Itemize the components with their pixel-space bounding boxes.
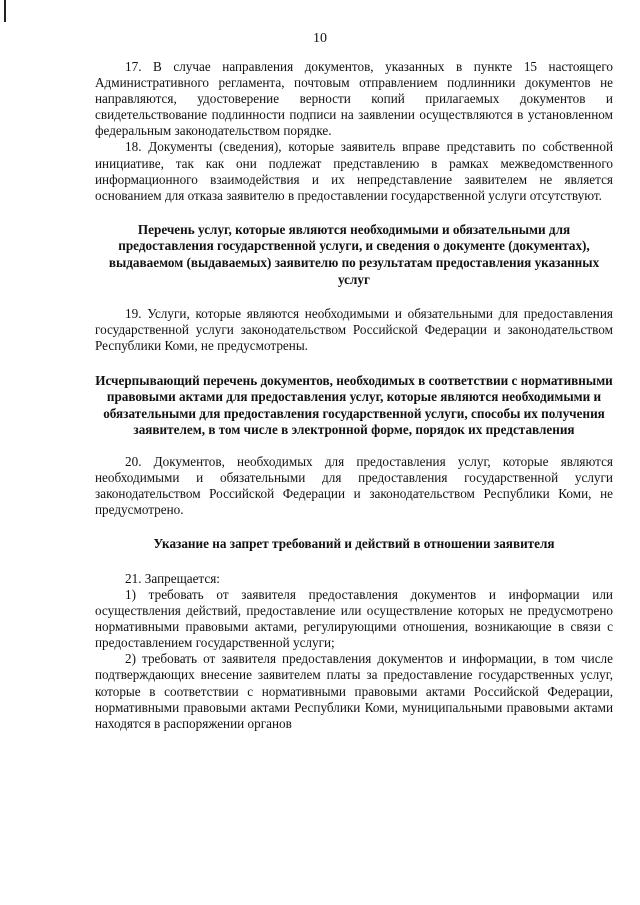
spacer [95,204,613,222]
section-heading-documents-list: Исчерпывающий перечень документов, необходимых в соответствии с нормативными правовыми актами для предоставления услуг, которые являются необходимыми и обязательными для предоставления государственной услуги, способы их получения заявителем, в том числе в электронной форме, порядок их представления [95,372,613,438]
document-body [95,59,613,732]
paragraph-21-item-1: 1) требовать от заявителя предоставления документов и информации или осуществления действий, предоставление или осуществление которых не предусмотрено нормативными правовыми актами, регулирующими отношения, возникающие в связи с предоставлением государственной услуги; [95,586,613,651]
spacer [95,553,613,571]
section-heading-services: Перечень услуг, которые являются необходимыми и обязательными для предоставления государственной услуги, и сведения о документе (документах), выдаваемом (выдаваемых) заявителю по результатам предоставления указанных услуг [108,221,600,287]
spacer [95,439,613,454]
page-edge-mark [4,0,6,22]
paragraph-19: 19. Услуги, которые являются необходимыми и обязательными для предоставления государственной услуги законодательством Российской Федерации и законодательством Республики Коми, не предусмотрены. [95,306,613,354]
spacer [95,518,613,536]
paragraph-20: 20. Документов, необходимых для предоставления услуг, которые являются необходимыми и обязательными для предоставления государственной услуги законодательством Российской Федерации и законодательством Республики Коми, не предусмотрено. [95,453,613,518]
paragraph-17: 17. В случае направления документов, указанных в пункте 15 настоящего Административного регламента, почтовым отправлением подлинники документов не направляются, удостоверение верности копий прилагаемых документов и свидетельствование подлинности подписи на заявлении осуществляются в установленном федеральным законодательством порядке. [95,59,613,139]
paragraph-21-item-2: 2) требовать от заявителя предоставления документов и информации, в том числе подтверждающих внесение заявителем платы за предоставление государственных услуг, которые в соответствии с нормативными правовыми актами Российской Федерации, нормативными правовыми актами Республики Коми, муниципальными правовыми актами находятся в распоряжении органов [95,651,613,731]
page-number: 10 [313,31,327,46]
section-heading-prohibitions: Указание на запрет требований и действий в отношении заявителя [153,536,555,552]
paragraph-21: 21. Запрещается: [125,570,220,586]
paragraph-18: 18. Документы (сведения), которые заявитель вправе представить по собственной инициативе, так как они подлежат представлению в рамках межведомственного информационного взаимодействия и их непредставление заявителем не является основанием для отказа заявителю в предоставлении государственной услуги отсутствуют. [95,139,613,203]
spacer [95,288,613,306]
spacer [95,355,613,373]
